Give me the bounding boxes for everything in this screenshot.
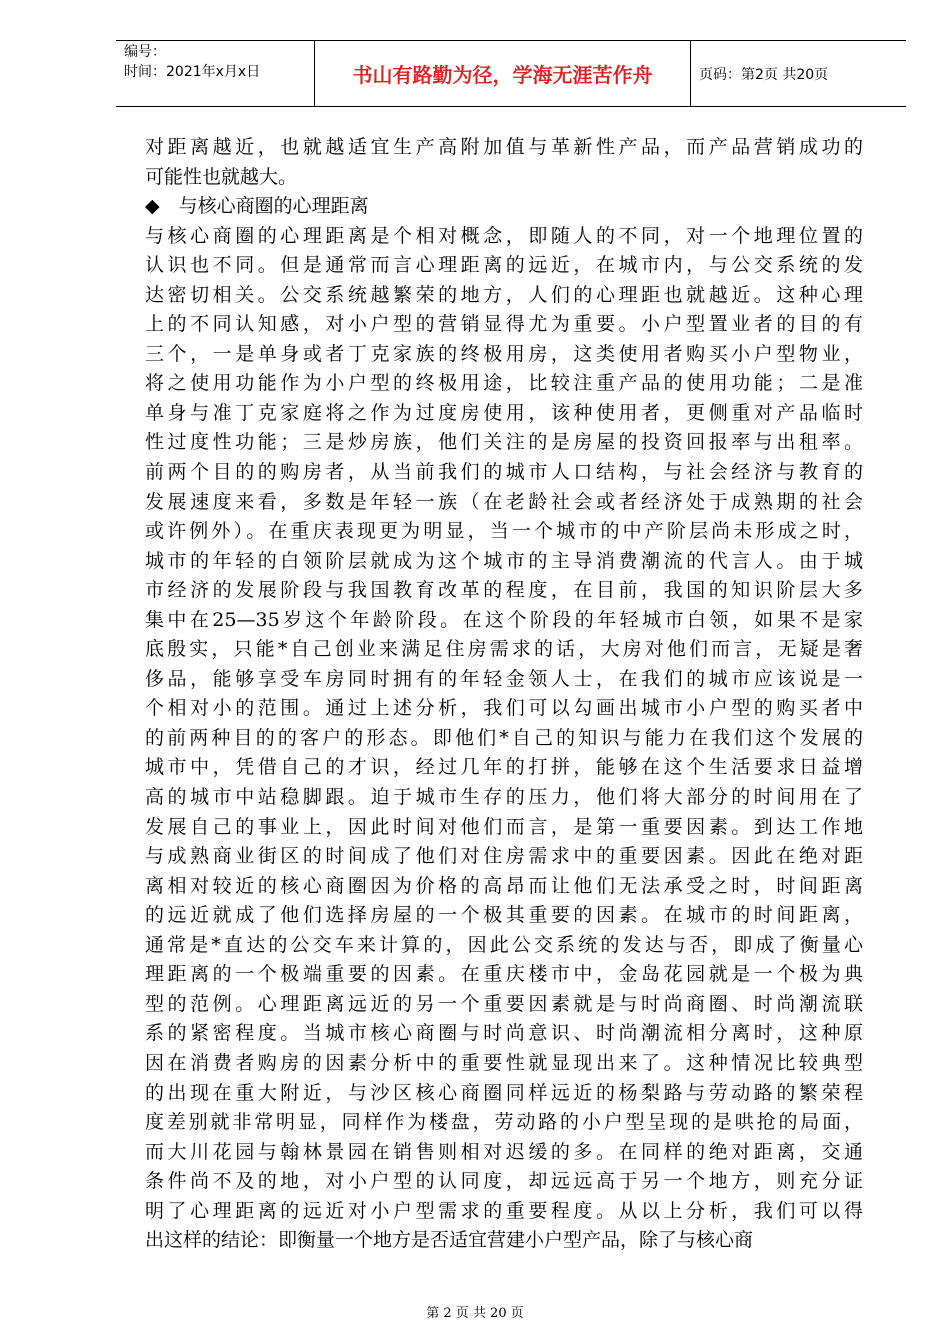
text-line: 理距离的一个极端重要的因素。在重庆楼市中，金岛花园就是一个极为典 [145, 963, 863, 986]
text-line: 性过度性功能；三是炒房族，他们关注的是房屋的投资回报率与出租率。 [145, 431, 863, 454]
text-line: 出这样的结论：即衡量一个地方是否适宜营建小户型产品，除了与核心商 [145, 1229, 754, 1252]
text-line: 通常是*直达的公交车来计算的，因此公交系统的发达与否，即成了衡量心 [145, 933, 863, 956]
text-line: 三个，一是单身或者丁克家族的终极用房，这类使用者购买小户型物业， [145, 342, 863, 365]
text-line: 上的不同认知感，对小户型的营销显得尤为重要。小户型置业者的目的有 [145, 313, 863, 336]
header-motto-cell [315, 41, 691, 106]
text-line: 高的城市中站稳脚跟。迫于城市生存的压力，他们将大部分的时间用在了 [145, 786, 863, 809]
page-header [116, 40, 906, 107]
text-line: 将之使用功能作为小户型的终极用途，比较注重产品的使用功能；二是准 [145, 372, 863, 395]
text-line: 达密切相关。公交系统越繁荣的地方，人们的心理距也就越近。这种心理 [145, 283, 863, 306]
text-line: 或许例外）。在重庆表现更为明显，当一个城市的中产阶层尚未形成之时， [145, 520, 863, 543]
document-body [145, 133, 863, 1256]
text-line: 与成熟商业街区的时间成了他们对住房需求中的重要因素。因此在绝对距 [145, 845, 863, 868]
text-line: 对距离越近，也就越适宜生产高附加值与革新性产品，而产品营销成功的 [145, 136, 863, 158]
motto-text: 书山有路勤为径，学海无涯苦作舟 [352, 63, 653, 87]
text-line: 条件尚不及的地，对小户型的认同度，却远远高于另一个地方，则充分证 [145, 1170, 863, 1193]
header-page-info: 页码：第2页 共20页 [699, 66, 829, 83]
text-line: 因在消费者购房的因素分析中的重要性就显现出来了。这种情况比较典型 [145, 1051, 863, 1074]
text-line: 离相对较近的核心商圈因为价格的高昂而让他们无法承受之时，时间距离 [145, 874, 863, 897]
header-page-cell [691, 41, 906, 106]
text-line: 城市中，凭借自己的才识，经过几年的打拼，能够在这个生活要求日益增 [145, 756, 863, 779]
text-line: 前两个目的的购房者，从当前我们的城市人口结构，与社会经济与教育的 [145, 461, 863, 484]
text-line: 市经济的发展阶段与我国教育改革的程度，在目前，我国的知识阶层大多 [145, 579, 863, 602]
text-line: 明了心理距离的远近对小户型需求的重要程度。从以上分析，我们可以得 [145, 1199, 863, 1222]
text-line: 型的范例。心理距离远近的另一个重要因素就是与时尚商圈、时尚潮流联 [145, 992, 863, 1015]
number-label: 编号： [124, 44, 166, 60]
section-heading: ◆ 与核心商圈的心理距离 [145, 195, 369, 218]
text-line: 侈品，能够享受车房同时拥有的年轻金领人士，在我们的城市应该说是一 [145, 667, 863, 690]
text-line: 与核心商圈的心理距离是个相对概念，即随人的不同，对一个地理位置的 [145, 224, 863, 247]
text-line: 系的紧密程度。当城市核心商圈与时尚意识、时尚潮流相分离时，这种原 [145, 1022, 863, 1045]
text-line: 的远近就成了他们选择房屋的一个极其重要的因素。在城市的时间距离， [145, 904, 863, 927]
time-label: 时间：2021年x月x日 [124, 64, 261, 80]
text-line: 底殷实，只能*自己创业来满足住房需求的话，大房对他们而言，无疑是奢 [145, 638, 863, 661]
text-line: 可能性也就越大。 [145, 165, 298, 188]
text-line: 的前两种目的的客户的形态。即他们*自己的知识与能力在我们这个发展的 [145, 726, 863, 749]
text-line: 城市的年轻的白领阶层就成为这个城市的主导消费潮流的代言人。由于城 [145, 549, 863, 572]
page-footer: 第 2 页 共 20 页 [426, 1306, 524, 1321]
text-line: 而大川花园与翰林景园在销售则相对迟缓的多。在同样的绝对距离，交通 [145, 1140, 863, 1163]
text-line: 度差别就非常明显，同样作为楼盘，劳动路的小户型呈现的是哄抢的局面， [145, 1111, 863, 1134]
text-line: 发展速度来看，多数是年轻一族（在老龄社会或者经济处于成熟期的社会 [145, 490, 863, 513]
text-line: 单身与准丁克家庭将之作为过度房使用，该种使用者，更侧重对产品临时 [145, 401, 863, 424]
text-line: 发展自己的事业上，因此时间对他们而言，是第一重要因素。到达工作地 [145, 815, 863, 838]
text-line: 的出现在重大附近，与沙区核心商圈同样远近的杨梨路与劳动路的繁荣程 [145, 1081, 863, 1104]
header-meta-cell [116, 41, 315, 106]
text-line: 个相对小的范围。通过上述分析，我们可以勾画出城市小户型的购买者中 [145, 697, 863, 720]
text-line: 认识也不同。但是通常而言心理距离的远近，在城市内，与公交系统的发 [145, 254, 863, 277]
text-line: 集中在25—35岁这个年龄阶段。在这个阶段的年轻城市白领，如果不是家 [145, 608, 863, 631]
